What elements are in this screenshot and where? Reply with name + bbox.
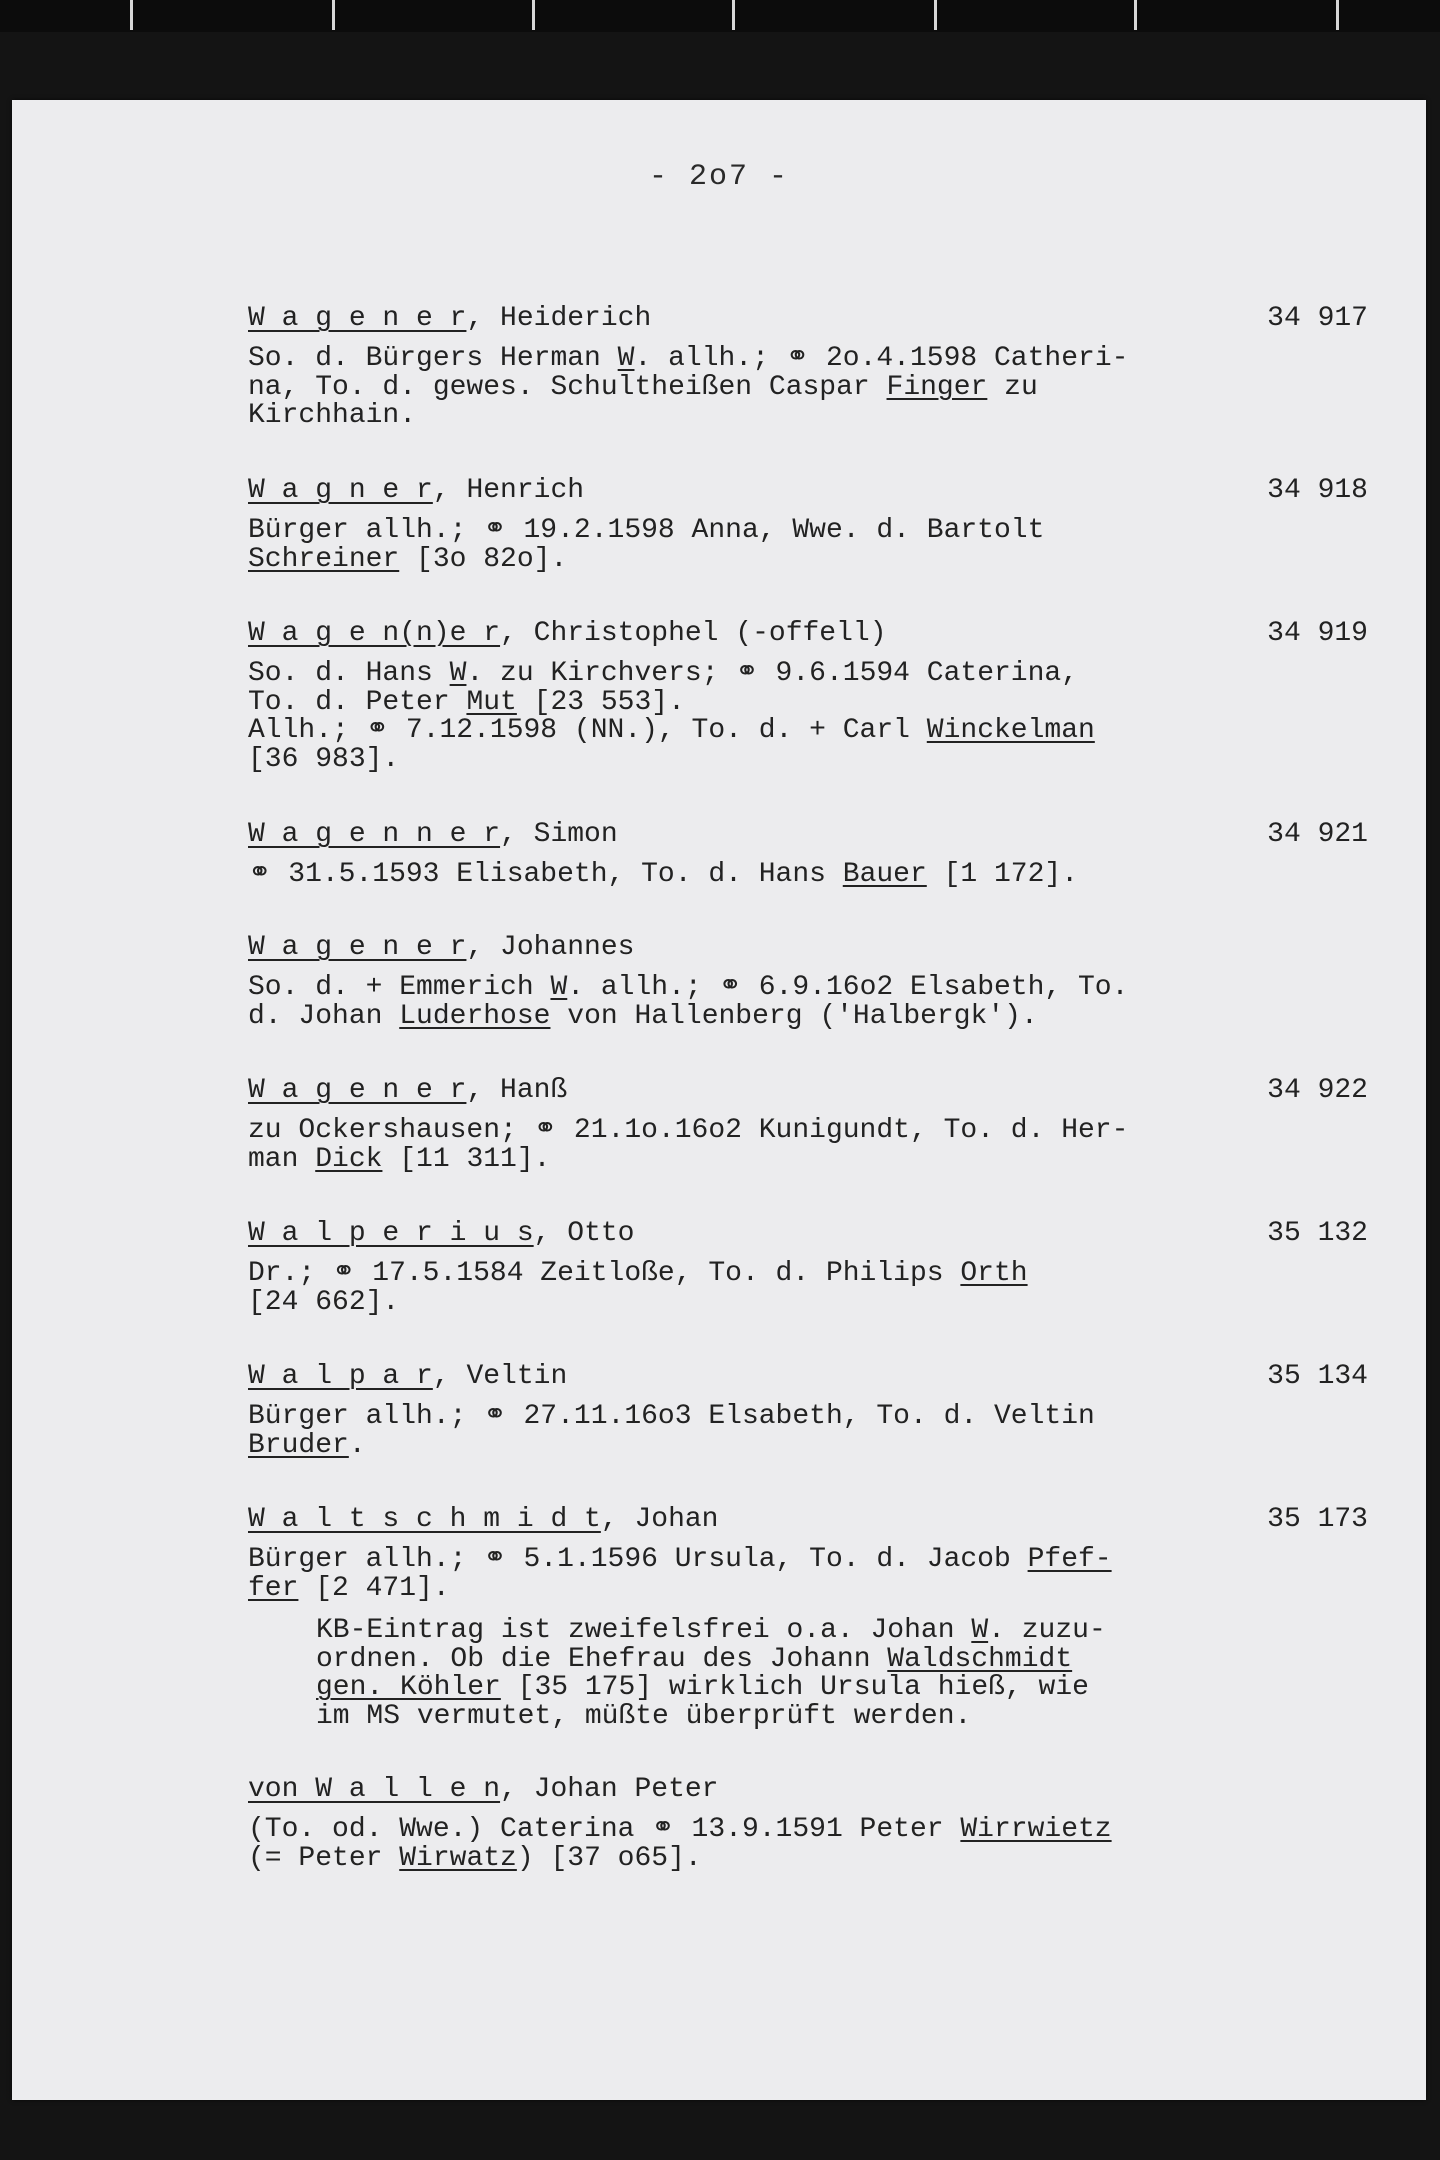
underlined-name: Waldschmidt: [887, 1643, 1073, 1675]
entry-given-name: , Henrich: [432, 475, 585, 506]
register-entry: [248, 1218, 1368, 1317]
entry-heading: [248, 1504, 1368, 1540]
underlined-name: W: [971, 1615, 989, 1646]
film-tick: [532, 0, 535, 30]
register-entry: [248, 1075, 1368, 1174]
register-entry: [248, 475, 1368, 574]
text-line: (To. od. Wwe.) Caterina ⚭ 13.9.1591 Peter Wirrwietz: [248, 1814, 1112, 1845]
register-entry: [248, 1504, 1368, 1731]
underlined-name: Pfef-: [1027, 1544, 1112, 1575]
text-line: So. d. Hans W. zu Kirchvers; ⚭ 9.6.1594 Caterina,: [248, 658, 1079, 689]
entry-heading: [248, 1774, 1368, 1810]
underlined-name: Wirwatz: [399, 1842, 517, 1874]
text-line: Schreiner [3o 82o].: [248, 543, 568, 575]
register-entry: [248, 618, 1368, 774]
page-number: - 2o7 -: [648, 160, 790, 194]
underlined-name: Orth: [960, 1258, 1028, 1289]
underlined-name: Dick: [315, 1143, 383, 1175]
entry-number: 35 132: [1267, 1218, 1368, 1249]
film-tick: [1336, 0, 1339, 30]
entry-surname: W a l p a r: [248, 1361, 433, 1392]
entry-heading: [248, 475, 1368, 511]
entry-surname: W a g e n e r: [248, 1075, 467, 1106]
text-line: zu Ockershausen; ⚭ 21.1o.16o2 Kunigundt, To. d. Her-: [248, 1115, 1129, 1146]
text-line: fer [2 471].: [248, 1572, 450, 1604]
underlined-name: Luderhose: [399, 1000, 551, 1032]
text-line: Bürger allh.; ⚭ 5.1.1596 Ursula, To. d. Jacob Pfef-: [248, 1544, 1112, 1575]
film-tick: [934, 0, 937, 30]
text-line: So. d. Bürgers Herman W. allh.; ⚭ 2o.4.1598 Catheri-: [248, 343, 1129, 374]
underlined-name: Wirrwietz: [960, 1814, 1112, 1845]
register-entry: [248, 303, 1368, 431]
entry-given-name: , Johannes: [466, 932, 635, 963]
entry-number: 34 922: [1267, 1075, 1368, 1106]
text-line: Allh.; ⚭ 7.12.1598 (NN.), To. d. + Carl Winckelman: [248, 715, 1095, 746]
entry-surname: W a l t s c h m i d t: [248, 1504, 601, 1535]
text-line: So. d. + Emmerich W. allh.; ⚭ 6.9.16o2 Elsabeth, To.: [248, 972, 1129, 1003]
text-line: im MS vermutet, müßte überprüft werden.: [316, 1700, 972, 1732]
underlined-name: W: [617, 343, 635, 374]
register-entry: [248, 819, 1368, 890]
film-strip-border: [0, 0, 1440, 32]
entry-surname: W a g e n e r: [248, 303, 467, 334]
entry-body: [248, 1403, 1368, 1460]
register-entry: [248, 1361, 1368, 1460]
register-entry: [248, 1774, 1368, 1873]
entry-heading: [248, 819, 1368, 855]
entry-given-name: , Veltin: [432, 1361, 568, 1392]
entry-surname: von W a l l e n: [248, 1774, 501, 1805]
entry-body: [248, 1260, 1368, 1317]
underlined-name: Mut: [466, 686, 517, 718]
register-entry: [248, 932, 1368, 1031]
entry-given-name: , Christophel (-offell): [500, 618, 887, 649]
entry-number: 34 917: [1267, 303, 1368, 334]
entry-given-name: , Otto: [533, 1218, 635, 1249]
entry-heading: [248, 1361, 1368, 1397]
entry-heading: [248, 1075, 1368, 1111]
entry-given-name: , Simon: [500, 819, 618, 850]
entry-number: 35 134: [1267, 1361, 1368, 1392]
text-line: Dr.; ⚭ 17.5.1584 Zeitloße, To. d. Philips Orth: [248, 1258, 1028, 1289]
entry-body: [248, 1816, 1368, 1873]
underlined-name: Schreiner: [248, 543, 400, 575]
film-tick: [1134, 0, 1137, 30]
film-tick: [732, 0, 735, 30]
underlined-name: Bauer: [842, 859, 927, 890]
entry-given-name: , Heiderich: [466, 303, 652, 334]
underlined-name: fer: [248, 1572, 299, 1604]
underlined-name: W: [449, 658, 467, 689]
entry-surname: W a g e n e r: [248, 932, 467, 963]
entry-number: 35 173: [1267, 1504, 1368, 1535]
text-line: ⚭ 31.5.1593 Elisabeth, To. d. Hans Bauer [1 172].: [248, 859, 1079, 890]
text-line: Bürger allh.; ⚭ 19.2.1598 Anna, Wwe. d. Bartolt: [248, 515, 1045, 546]
entry-given-name: , Hanß: [466, 1075, 568, 1106]
entry-body: [248, 1117, 1368, 1174]
entry-body: [248, 517, 1368, 574]
underlined-name: Finger: [886, 371, 988, 403]
text-line: Kirchhain.: [248, 400, 417, 431]
entry-number: 34 921: [1267, 819, 1368, 850]
text-line: man Dick [11 311].: [248, 1143, 551, 1175]
entry-body: [248, 861, 1368, 890]
entry-body: [248, 974, 1368, 1031]
film-tick: [130, 0, 133, 30]
text-line: KB-Eintrag ist zweifelsfrei o.a. Johan W. zuzu-: [316, 1615, 1106, 1646]
entry-body: [248, 1546, 1368, 1603]
entry-surname: W a g e n n e r: [248, 819, 501, 850]
entry-given-name: , Johan: [600, 1504, 719, 1535]
text-line: (= Peter Wirwatz) [37 o65].: [248, 1842, 702, 1874]
document-page: [12, 100, 1426, 2100]
entry-heading: [248, 303, 1368, 339]
entry-given-name: , Johan Peter: [500, 1774, 719, 1805]
text-line: To. d. Peter Mut [23 553].: [248, 686, 685, 718]
entry-body: [248, 660, 1368, 774]
entry-heading: [248, 618, 1368, 654]
text-line: [24 662].: [248, 1286, 400, 1318]
entry-note: [316, 1617, 1368, 1731]
text-line: gen. Köhler [35 175] wirklich Ursula hieß, wie: [316, 1672, 1089, 1703]
underlined-name: gen. Köhler: [316, 1672, 501, 1703]
entry-surname: W a g n e r: [248, 475, 433, 506]
underlined-name: Winckelman: [926, 715, 1095, 746]
text-line: Bruder.: [248, 1429, 366, 1461]
text-line: ordnen. Ob die Ehefrau des Johann Waldschmidt: [316, 1643, 1073, 1675]
underlined-name: Bruder: [248, 1429, 349, 1461]
entry-body: [248, 345, 1368, 431]
entry-heading: [248, 1218, 1368, 1254]
text-line: d. Johan Luderhose von Hallenberg ('Halbergk').: [248, 1000, 1038, 1032]
entry-heading: [248, 932, 1368, 968]
text-line: [36 983].: [248, 743, 400, 775]
entry-surname: W a l p e r i u s: [248, 1218, 534, 1249]
text-line: na, To. d. gewes. Schultheißen Caspar Finger zu: [248, 371, 1038, 403]
entry-surname: W a g e n(n)e r: [248, 618, 501, 649]
underlined-name: W: [550, 972, 568, 1003]
entry-number: 34 918: [1267, 475, 1368, 506]
film-tick: [332, 0, 335, 30]
entry-number: 34 919: [1267, 618, 1368, 649]
text-line: Bürger allh.; ⚭ 27.11.16o3 Elsabeth, To. d. Veltin: [248, 1401, 1095, 1432]
